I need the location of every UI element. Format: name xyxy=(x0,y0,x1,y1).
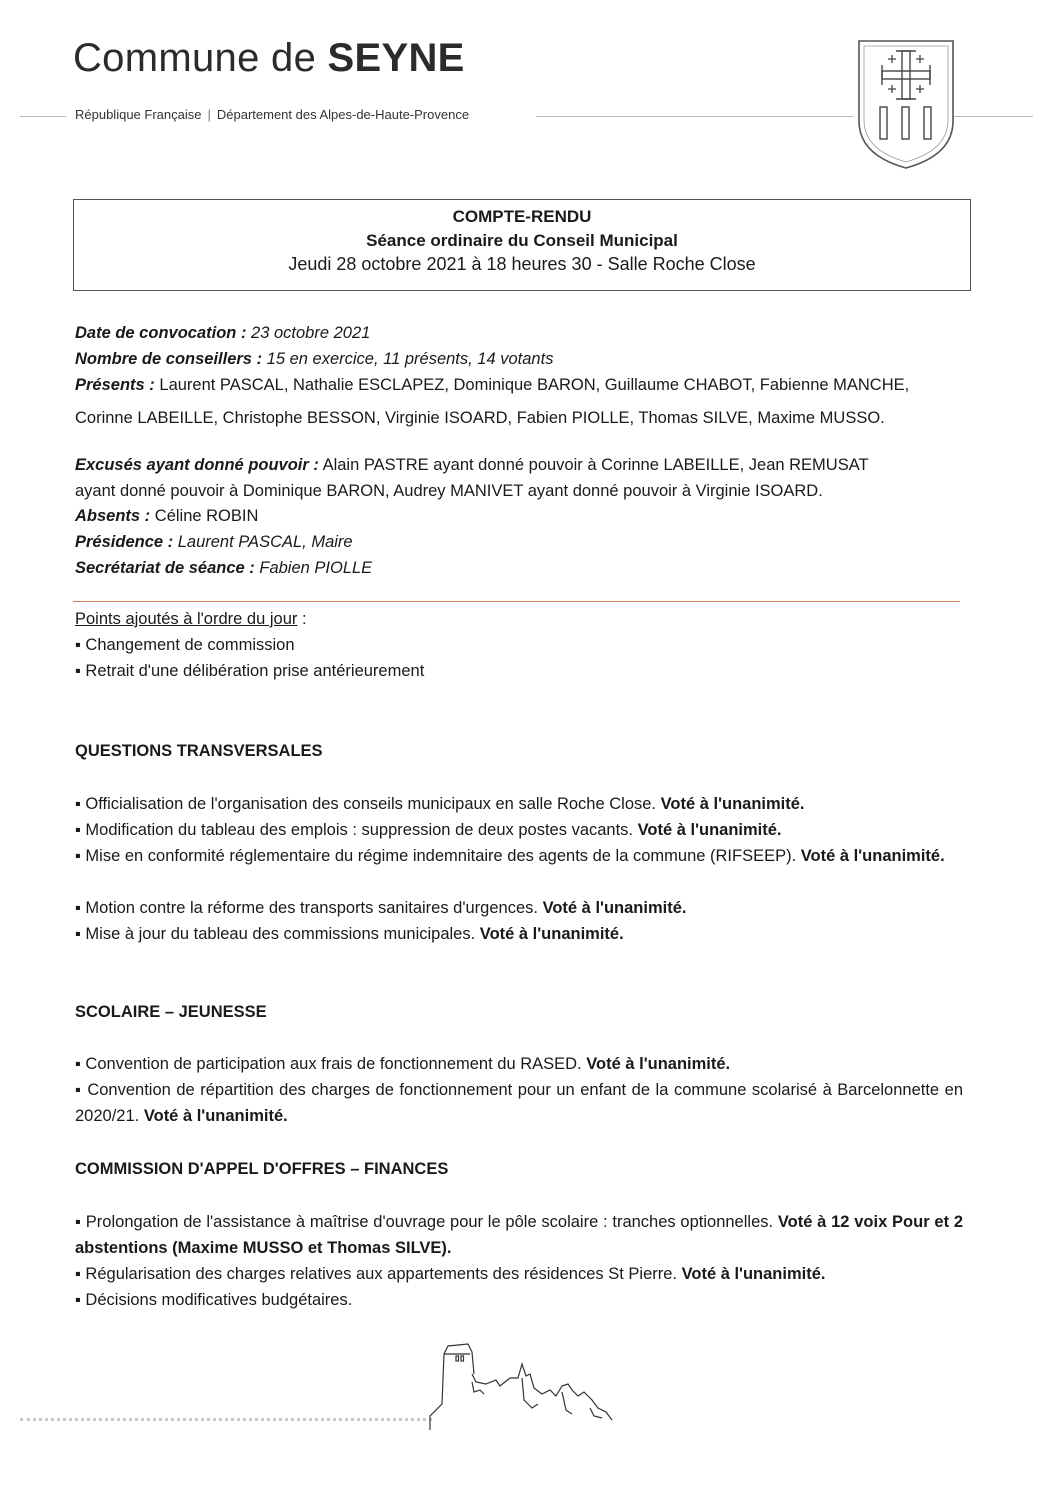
vote-result: Voté à l'unanimité. xyxy=(479,925,624,943)
separator: | xyxy=(207,107,211,122)
presents-line-2 xyxy=(75,405,885,431)
item-text: ▪ Prolongation de l'assistance à maîtrise d'ouvrage pour le pôle scolaire : tranches optionnelles. xyxy=(75,1213,774,1231)
title-commune-name: SEYNE xyxy=(327,36,465,80)
excuses-line-2 xyxy=(75,478,823,504)
convocation-value: 23 octobre 2021 xyxy=(251,324,371,342)
vote-result: Voté à l'unanimité. xyxy=(660,795,805,813)
vote-result: Voté à l'unanimité. xyxy=(800,847,945,865)
header-subtitle xyxy=(75,107,469,122)
absents-line xyxy=(75,503,258,529)
added-points-colon: : xyxy=(297,610,307,628)
list-item: ▪ Retrait d'une délibération prise antérieurement xyxy=(75,662,425,680)
list-item xyxy=(75,817,782,843)
presents-label: Présents : xyxy=(75,376,155,394)
presents-names-1: Laurent PASCAL, Nathalie ESCLAPEZ, Dominique BARON, Guillaume CHABOT, Fabienne MANCHE, xyxy=(159,376,910,394)
list-item xyxy=(75,843,963,869)
secretariat-label: Secrétariat de séance : xyxy=(75,559,255,577)
vote-result: Voté à l'unanimité. xyxy=(143,1107,288,1125)
item-text: ▪ Motion contre la réforme des transports sanitaires d'urgences. xyxy=(75,899,538,917)
session-type: Séance ordinaire du Conseil Municipal xyxy=(366,231,678,250)
vote-result: Voté à l'unanimité. xyxy=(681,1265,826,1283)
section-title-scolaire: SCOLAIRE – JEUNESSE xyxy=(75,1003,267,1021)
excuses-text-1: Alain PASTRE ayant donné pouvoir à Corinne LABEILLE, Jean REMUSAT xyxy=(322,456,869,474)
item-text: ▪ Officialisation de l'organisation des conseils municipaux en salle Roche Close. xyxy=(75,795,657,813)
presents-names-2: Corinne LABEILLE, Christophe BESSON, Virginie ISOARD, Fabien PIOLLE, Thomas SILVE, Maxime MUSSO. xyxy=(75,409,885,427)
excuses-text-2: ayant donné pouvoir à Dominique BARON, Audrey MANIVET ayant donné pouvoir à Virginie ISOARD. xyxy=(75,482,823,500)
section-title-finances: COMMISSION D'APPEL D'OFFRES – FINANCES xyxy=(75,1160,449,1178)
item-text: ▪ Mise en conformité réglementaire du régime indemnitaire des agents de la commune (RIFSEEP). xyxy=(75,847,797,865)
divider xyxy=(73,601,960,602)
list-item xyxy=(75,895,686,921)
list-item xyxy=(75,1051,730,1077)
republic-text: République Française xyxy=(75,107,202,122)
convocation-label: Date de convocation : xyxy=(75,324,247,342)
item-text: ▪ Régularisation des charges relatives aux appartements des résidences St Pierre. xyxy=(75,1265,677,1283)
vote-result: Voté à l'unanimité. xyxy=(586,1055,731,1073)
report-header-box xyxy=(73,199,971,291)
list-item xyxy=(75,1077,963,1129)
list-item xyxy=(75,1261,826,1287)
secretariat-line xyxy=(75,555,372,581)
item-text: ▪ Décisions modificatives budgétaires. xyxy=(75,1291,353,1309)
excuses-label: Excusés ayant donné pouvoir : xyxy=(75,456,319,474)
presidence-value: Laurent PASCAL, Maire xyxy=(177,533,353,551)
footer-rule xyxy=(20,1418,432,1421)
item-text: ▪ Convention de participation aux frais de fonctionnement du RASED. xyxy=(75,1055,582,1073)
excuses-line-1 xyxy=(75,452,869,478)
report-type: COMPTE-RENDU xyxy=(452,207,592,226)
list-item xyxy=(75,1209,963,1261)
session-date: Jeudi 28 octobre 2021 à 18 heures 30 - Salle Roche Close xyxy=(288,254,756,274)
header-rule-left xyxy=(20,116,66,117)
secretariat-value: Fabien PIOLLE xyxy=(259,559,373,577)
presents-line-1 xyxy=(75,372,909,398)
item-text: ▪ Modification du tableau des emplois : suppression de deux postes vacants. xyxy=(75,821,634,839)
conseillers-line xyxy=(75,346,553,372)
presidence-line xyxy=(75,529,353,555)
vote-result: Voté à 12 voix Pour et 2 abstentions (Maxime MUSSO et Thomas SILVE). xyxy=(75,1213,964,1257)
presidence-label: Présidence : xyxy=(75,533,174,551)
vote-result: Voté à l'unanimité. xyxy=(637,821,782,839)
added-points-heading xyxy=(75,606,307,632)
list-item xyxy=(75,1287,352,1313)
header-rule-far-right xyxy=(953,116,1033,117)
title-prefix: Commune de xyxy=(73,36,317,80)
list-item xyxy=(75,791,805,817)
list-item: ▪ Changement de commission xyxy=(75,636,295,654)
castle-tower-icon xyxy=(422,1334,622,1434)
list-item xyxy=(75,921,624,947)
item-text: ▪ Convention de répartition des charges de fonctionnement pour un enfant de la commune scolarisé à Barcelonnette en 2020/21. xyxy=(75,1081,963,1125)
conseillers-label: Nombre de conseillers : xyxy=(75,350,263,368)
vote-result: Voté à l'unanimité. xyxy=(542,899,687,917)
convocation-line xyxy=(75,320,370,346)
section-title-transversales: QUESTIONS TRANSVERSALES xyxy=(75,742,323,760)
item-text: ▪ Mise à jour du tableau des commissions municipales. xyxy=(75,925,476,943)
department-text: Département des Alpes-de-Haute-Provence xyxy=(216,107,470,122)
conseillers-value: 15 en exercice, 11 présents, 14 votants xyxy=(266,350,554,368)
header-rule-right xyxy=(536,116,854,117)
absents-value: Céline ROBIN xyxy=(154,507,259,525)
page-title xyxy=(73,36,465,81)
added-points-title: Points ajoutés à l'ordre du jour xyxy=(75,610,298,628)
absents-label: Absents : xyxy=(75,507,151,525)
coat-of-arms-icon xyxy=(856,37,956,171)
